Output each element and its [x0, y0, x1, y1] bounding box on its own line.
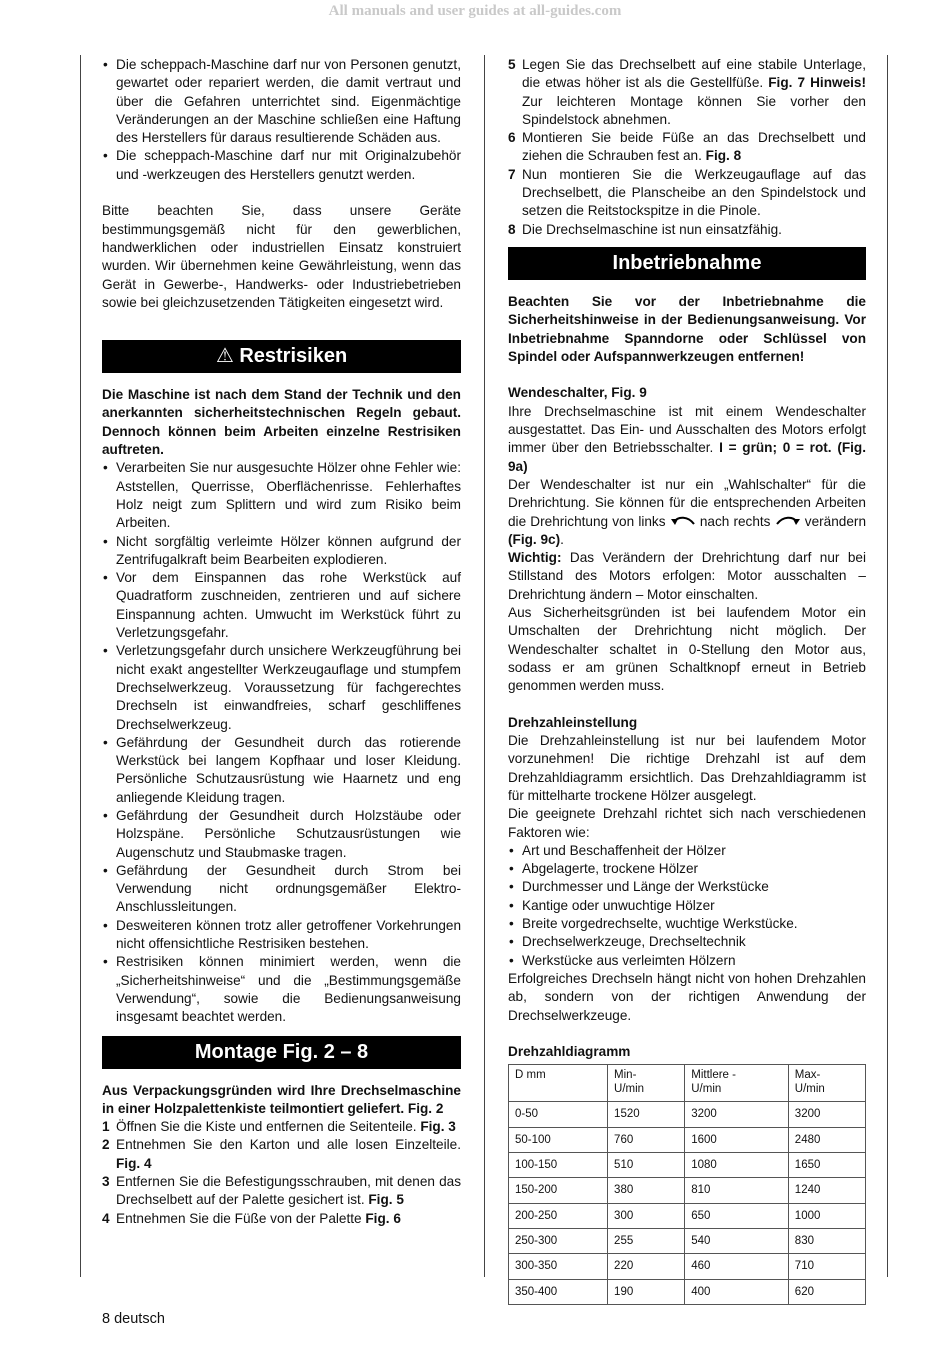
table-cell: 1240	[788, 1178, 865, 1203]
list-item: • Breite vorgedrechselte, wuchtige Werkstücke.	[508, 915, 866, 933]
rotate-left-icon	[670, 515, 696, 527]
step-figure-ref: Fig. 4	[116, 1155, 152, 1171]
table-cell: 50-100	[509, 1127, 608, 1152]
diagram-heading: Drehzahldiagramm	[508, 1044, 631, 1060]
table-cell: 460	[685, 1254, 789, 1279]
wichtig-label: Wichtig:	[508, 550, 562, 566]
step-text: Legen Sie das Drechselbett auf eine stabile Unterlage, die etwas höher ist als die Gestellfüße.	[522, 57, 866, 91]
wichtig-paragraph	[508, 549, 866, 604]
step-text: Öffnen Sie die Kiste und entfernen die Seitenteile.	[116, 1119, 417, 1135]
switch-state-text: I = grün; 0 = rot. (Fig. 9a)	[508, 440, 867, 474]
list-item: • Gefährdung der Gesundheit durch Holzstäube oder Holzspäne. Persönliche Schutzausrüstungen wie Augenschutz und Staubmaske tragen.	[102, 807, 461, 862]
list-item: • Restrisiken können minimiert werden, wenn die „Sicherheitshinweise“ und die „Bestimmungsgemäße Verwendung“, sowie die Bedienungsanweisung insgesamt beachtet werden.	[102, 953, 461, 1026]
montage-step	[508, 129, 866, 166]
rpm-table	[508, 1064, 866, 1304]
table-cell: 1080	[685, 1153, 789, 1178]
warning-icon: ⚠	[215, 345, 234, 368]
page-footer	[102, 1311, 165, 1327]
left-column-rule	[80, 55, 81, 1277]
montage-step	[508, 56, 866, 129]
safety-warning: Beachten Sie vor der Inbetriebnahme die Sicherheitshinweise in der Bedienungsanweisung. Vor Inbetriebnahme Spanndorne oder Schlüssel von Spindel oder Aufspannwerkzeugen entfernen!	[508, 293, 866, 364]
montage-step	[102, 1210, 461, 1228]
montage-heading: Montage Fig. 2 – 8	[194, 1040, 369, 1063]
table-row	[509, 1153, 866, 1178]
restrisiken-list	[102, 459, 461, 1026]
wendeschalter-heading: Wendeschalter, Fig. 9	[508, 385, 647, 401]
table-row	[509, 1102, 866, 1127]
step-number: 8	[508, 221, 516, 237]
hint-text: Zur leichteren Montage können Sie vorher den Spindelstock abnehmen.	[522, 93, 866, 127]
table-cell: 830	[788, 1228, 865, 1253]
table-header-cell: Mittlere - U/min	[685, 1065, 789, 1102]
table-cell: 710	[788, 1254, 865, 1279]
table-cell: 380	[608, 1178, 685, 1203]
step-text: Entnehmen Sie den Karton und alle losen Einzelteile.	[116, 1137, 461, 1153]
inbetriebnahme-banner	[508, 247, 866, 280]
montage-step	[102, 1173, 461, 1210]
page-number: 8	[102, 1311, 111, 1327]
restrisiken-banner	[102, 340, 461, 373]
montage-step	[508, 166, 866, 221]
drehzahl-paragraph: Die Drehzahleinstellung ist nur bei laufendem Motor vorzunehmen! Die richtige Drehzahl ist auf dem Drehzahldiagramm ersichtlich. Das Drehzahldiagramm ist für mittelharte trockene Hölzer ausgelegt.	[508, 733, 866, 803]
step-number: 4	[102, 1210, 110, 1226]
list-item: • Verarbeiten Sie nur ausgesuchte Hölzer ohne Fehler wie: Aststellen, Querrisse, Oberflächenrisse. Fehlerhaftes Holz neigt zum Splittern und wird zum Risiko beim Arbeiten.	[102, 459, 461, 532]
usage-note: Bitte beachten Sie, dass unsere Geräte bestimmungsgemäß nicht für den gewerblichen, handwerklichen oder industriellen Einsatz konstruiert wurden. Wir übernehmen keine Gewährleistung, wenn das Gerät in Gewerbe-, Handwerks- oder Industriebetrieben sowie bei gleichzusetzenden Tätigkeiten eingesetzt wird.	[102, 203, 461, 310]
paragraph-text: nach rechts	[699, 513, 771, 529]
paragraph-text: Das Verändern der Drehrichtung darf nur bei Stillstand des Motors erfolgen: Motor ausschalten – Drehrichtung ändern – Motor einschalten.	[508, 550, 866, 602]
right-column-rule	[887, 55, 888, 1277]
step-text: Entfernen Sie die Befestigungsschrauben, mit denen das Drechselbett auf der Palette gesichert ist.	[116, 1174, 461, 1208]
restrisiken-heading: Restrisiken	[239, 345, 348, 368]
step-number: 5	[508, 57, 516, 72]
list-item: • Verletzungsgefahr durch unsichere Werkzeugführung bei nicht exakt angestellter Werkzeugauflage und stumpfem Drechselwerkzeug. Voraussetzung für fachgerechtes Drechseln ist einwandfreies, scharf geschliffenes Drechselwerkzeug.	[102, 642, 461, 733]
list-item: • Art und Beschaffenheit der Hölzer	[508, 842, 866, 860]
safety-paragraph: Aus Sicherheitsgründen ist bei laufendem Motor ein Umschalten der Drehrichtung nicht möglich. Der Wendeschalter schaltet in 0-Stellung den Motor aus, sodass er am grünen Schaltknopf erneut in Betrieb genommen werden muss.	[508, 605, 866, 694]
table-cell: 350-400	[509, 1279, 608, 1304]
drehzahl-paragraph: Die geeignete Drehzahl richtet sich nach verschiedenen Faktoren wie:	[508, 806, 866, 840]
list-item: • Vor dem Einspannen das rohe Werkstück auf Quadratform zuschneiden, zentrieren und auf sichere Einspannung achten. Umwucht im Werkstück führt zu Verletzungsgefahr.	[102, 569, 461, 642]
table-cell: 1000	[788, 1203, 865, 1228]
step-text: Entnehmen Sie die Füße von der Palette	[116, 1210, 362, 1226]
table-cell: 760	[608, 1127, 685, 1152]
list-item: • Die scheppach-Maschine darf nur von Personen genutzt, gewartet oder repariert werden, die damit vertraut und über die Gefahren unterrichtet sind. Eigenmächtige Veränderungen an der Maschine schließen eine Haftung des Herstellers für daraus resultierende Schäden aus.	[102, 56, 461, 147]
table-cell: 1600	[685, 1127, 789, 1152]
hint-label: Hinweis!	[810, 75, 866, 91]
table-cell: 650	[685, 1203, 789, 1228]
step-text: Montieren Sie beide Füße an das Drechselbett und ziehen die Schrauben fest an.	[522, 130, 866, 164]
list-item: • Durchmesser und Länge der Werkstücke	[508, 878, 866, 896]
watermark: All manuals and user guides at all-guides.com	[328, 3, 622, 19]
table-cell: 190	[608, 1279, 685, 1304]
list-item: • Gefährdung der Gesundheit durch das rotierende Werkstück bei langem Kopfhaar und loser Kleidung. Persönliche Schutzausrüstung wie Haarnetz und eng anliegende Kleidung tragen.	[102, 734, 461, 807]
table-cell: 200-250	[509, 1203, 608, 1228]
list-item: • Abgelagerte, trockene Hölzer	[508, 860, 866, 878]
table-header-cell: Min- U/min	[608, 1065, 685, 1102]
table-cell: 300	[608, 1203, 685, 1228]
step-number: 7	[508, 166, 516, 182]
paragraph-text: Der Wendeschalter ist nur ein „Wahlschalter“ für die Drehrichtung. Sie können für die entsprechenden Arbeiten die Drehrichtung von links	[508, 476, 866, 529]
table-cell: 540	[685, 1228, 789, 1253]
table-cell: 810	[685, 1178, 789, 1203]
step-figure-ref: Fig. 7	[768, 75, 806, 91]
table-cell: 255	[608, 1228, 685, 1253]
left-column	[102, 56, 461, 1228]
step-figure-ref: Fig. 3	[420, 1119, 456, 1135]
table-cell: 220	[608, 1254, 685, 1279]
wendeschalter-paragraph	[508, 403, 866, 476]
list-item: • Nicht sorgfältig verleimte Hölzer können aufgrund der Zentrifugalkraft beim Bearbeiten explodieren.	[102, 533, 461, 570]
rotate-right-icon	[775, 515, 801, 527]
table-row	[509, 1203, 866, 1228]
step-number: 1	[102, 1119, 110, 1135]
list-item: • Kantige oder unwuchtige Hölzer	[508, 897, 866, 915]
table-cell: 150-200	[509, 1178, 608, 1203]
table-header-row	[509, 1065, 866, 1102]
table-row	[509, 1279, 866, 1304]
direction-paragraph: Der Wendeschalter ist nur ein „Wahlschalter“ für die Drehrichtung. Sie können für die entsprechenden Arbeiten die Drehrichtung von links nach rechts verändern (Fig. 9c).	[508, 476, 867, 547]
montage-step	[508, 221, 866, 239]
drehzahl-heading: Drehzahleinstellung	[508, 714, 638, 730]
table-cell: 250-300	[509, 1228, 608, 1253]
figure-ref: (Fig. 9c)	[508, 531, 561, 547]
table-row	[509, 1254, 866, 1279]
step-figure-ref: Fig. 8	[705, 148, 742, 164]
footer-language: deutsch	[114, 1311, 165, 1327]
table-header-cell: D mm	[509, 1065, 608, 1102]
montage-step	[102, 1136, 461, 1173]
table-cell: 0-50	[509, 1102, 608, 1127]
drehzahl-paragraph: Erfolgreiches Drechseln hängt nicht von hohen Drehzahlen ab, sondern von der richtigen Anwendung der Drechselwerkzeuge.	[508, 970, 866, 1023]
inbetriebnahme-heading: Inbetriebnahme	[612, 251, 762, 274]
factor-list	[508, 842, 866, 970]
list-item: • Werkstücke aus verleimten Hölzern	[508, 952, 866, 970]
paragraph-text: verändern	[804, 513, 867, 529]
table-cell: 1650	[788, 1153, 865, 1178]
list-item: • Gefährdung der Gesundheit durch Strom bei Verwendung nicht ordnungsgemäßer Elektro-Anschlussleitungen.	[102, 862, 461, 917]
table-cell: 3200	[788, 1102, 865, 1127]
table-cell: 620	[788, 1279, 865, 1304]
step-text: Die Drechselmaschine ist nun einsatzfähig.	[522, 221, 782, 237]
table-cell: 100-150	[509, 1153, 608, 1178]
step-number: 2	[102, 1137, 110, 1153]
table-row	[509, 1127, 866, 1152]
list-item: • Drechselwerkzeuge, Drechseltechnik	[508, 933, 866, 951]
step-number: 3	[102, 1174, 110, 1190]
step-text: Nun montieren Sie die Werkzeugauflage auf das Drechselbett, die Planscheibe an den Spindelstock und setzen die Reitstockspitze in die Pinole.	[522, 166, 866, 219]
montage-banner	[102, 1036, 461, 1069]
step-figure-ref: Fig. 5	[368, 1192, 404, 1208]
restrisiken-intro: Die Maschine ist nach dem Stand der Technik und den anerkannten sicherheitstechnischen Regeln gebaut. Dennoch können beim Arbeiten einzelne Restrisiken auftreten.	[102, 387, 461, 458]
paragraph-text: Ihre Drechselmaschine ist mit einem Wendeschalter ausgestattet. Das Ein- und Ausschalten des Motors erfolgt immer über den Betriebsschalter.	[508, 403, 866, 456]
table-cell: 2480	[788, 1127, 865, 1152]
step-number: 6	[508, 130, 516, 146]
table-cell: 400	[685, 1279, 789, 1304]
step-figure-ref: Fig. 6	[365, 1210, 401, 1226]
right-column	[508, 56, 866, 1305]
table-row	[509, 1178, 866, 1203]
montage-intro: Aus Verpackungsgründen wird Ihre Drechselmaschine in einer Holzpalettenkiste teilmontiert geliefert. Fig. 2	[102, 1082, 461, 1116]
table-cell: 510	[608, 1153, 685, 1178]
center-column-rule	[484, 55, 485, 1277]
table-header-cell: Max- U/min	[788, 1065, 865, 1102]
table-cell: 300-350	[509, 1254, 608, 1279]
list-item: • Die scheppach-Maschine darf nur mit Originalzubehör und -werkzeugen des Herstellers genutzt werden.	[102, 147, 461, 184]
table-cell: 1520	[608, 1102, 685, 1127]
table-cell: 3200	[685, 1102, 789, 1127]
table-row	[509, 1228, 866, 1253]
list-item: • Desweiteren können trotz aller getroffener Vorkehrungen nicht offensichtliche Restrisiken bestehen.	[102, 917, 461, 954]
montage-step	[102, 1118, 461, 1136]
